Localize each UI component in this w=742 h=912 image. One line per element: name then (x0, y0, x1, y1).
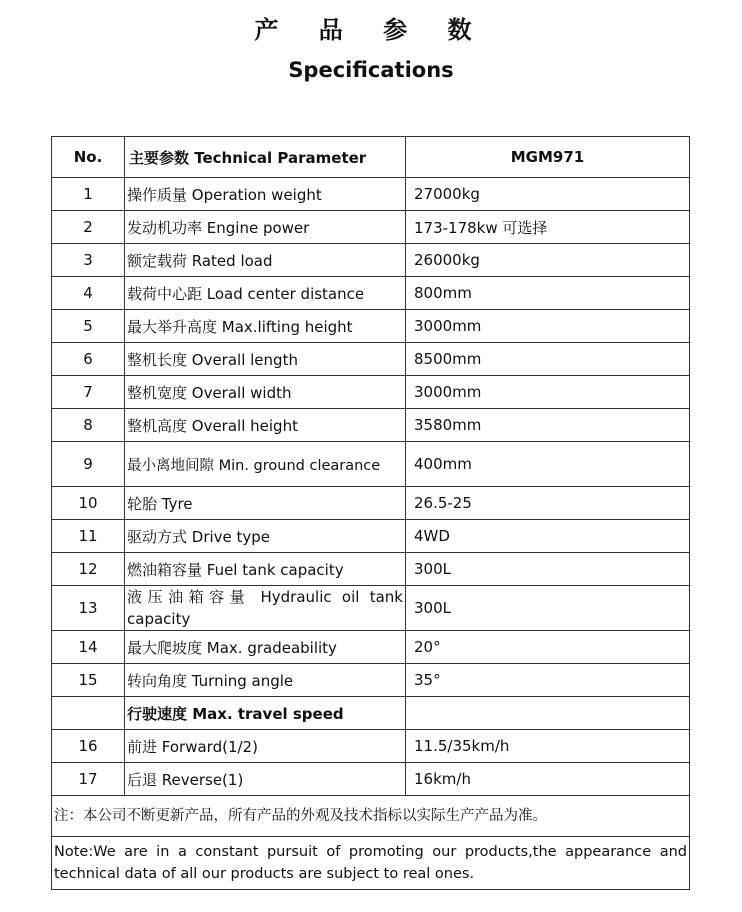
row-parameter: 轮胎 Tyre (125, 487, 406, 520)
row-parameter: 液压油箱容量 Hydraulic oil tank capacity (125, 586, 406, 631)
table-row (52, 631, 690, 664)
row-number: 1 (52, 178, 125, 211)
note-row-english (52, 837, 690, 890)
row-value: 3000mm (406, 310, 690, 343)
row-parameter: 整机长度 Overall length (125, 343, 406, 376)
table-row (52, 211, 690, 244)
section-title: 行驶速度 Max. travel speed (125, 697, 406, 730)
row-parameter: 额定载荷 Rated load (125, 244, 406, 277)
row-parameter: 载荷中心距 Load center distance (125, 277, 406, 310)
row-value: 26000kg (406, 244, 690, 277)
table-row (52, 763, 690, 796)
row-number: 11 (52, 520, 125, 553)
row-value: 20° (406, 631, 690, 664)
table-row (52, 178, 690, 211)
row-parameter: 最大举升高度 Max.lifting height (125, 310, 406, 343)
row-number: 16 (52, 730, 125, 763)
specifications-table (51, 136, 690, 890)
row-value: 800mm (406, 277, 690, 310)
row-number: 8 (52, 409, 125, 442)
row-value: 300L (406, 553, 690, 586)
row-number: 14 (52, 631, 125, 664)
row-parameter: 操作质量 Operation weight (125, 178, 406, 211)
table-row (52, 553, 690, 586)
table-row (52, 244, 690, 277)
table-header-row (52, 137, 690, 178)
row-parameter: 转向角度 Turning angle (125, 664, 406, 697)
row-number: 13 (52, 586, 125, 631)
row-parameter: 驱动方式 Drive type (125, 520, 406, 553)
page-title-chinese: 产 品 参 数 (254, 16, 488, 44)
row-value: 16km/h (406, 763, 690, 796)
row-value: 26.5-25 (406, 487, 690, 520)
row-parameter: 后退 Reverse(1) (125, 763, 406, 796)
row-value: 8500mm (406, 343, 690, 376)
row-number: 9 (52, 442, 125, 487)
row-number: 4 (52, 277, 125, 310)
row-value: 11.5/35km/h (406, 730, 690, 763)
table-row (52, 487, 690, 520)
row-number: 5 (52, 310, 125, 343)
row-number: 7 (52, 376, 125, 409)
note-row-chinese (52, 796, 690, 837)
row-value (406, 697, 690, 730)
row-value: 300L (406, 586, 690, 631)
row-number: 3 (52, 244, 125, 277)
page-title-english: Specifications (288, 58, 454, 82)
table-row (52, 664, 690, 697)
header-parameter: 主要参数 Technical Parameter (125, 137, 406, 178)
row-parameter: 燃油箱容量 Fuel tank capacity (125, 553, 406, 586)
table-row (52, 520, 690, 553)
row-value: 3000mm (406, 376, 690, 409)
table-row (52, 343, 690, 376)
note-chinese: 注：本公司不断更新产品，所有产品的外观及技术指标以实际生产产品为准。 (52, 796, 690, 837)
row-number: 2 (52, 211, 125, 244)
table-row (52, 277, 690, 310)
row-value: 27000kg (406, 178, 690, 211)
row-parameter: 最小离地间隙 Min. ground clearance (125, 442, 406, 487)
section-row-travel-speed (52, 697, 690, 730)
note-english: Note:We are in a constant pursuit of promoting our products,the appearance and technical data of all our products are subject to real ones. (52, 837, 690, 890)
row-value: 4WD (406, 520, 690, 553)
row-number: 10 (52, 487, 125, 520)
row-number: 15 (52, 664, 125, 697)
row-value: 3580mm (406, 409, 690, 442)
row-value: 400mm (406, 442, 690, 487)
row-number: 17 (52, 763, 125, 796)
table-row (52, 376, 690, 409)
row-number: 6 (52, 343, 125, 376)
row-number (52, 697, 125, 730)
table-row (52, 730, 690, 763)
row-value: 35° (406, 664, 690, 697)
row-parameter: 最大爬坡度 Max. gradeability (125, 631, 406, 664)
table-row (52, 409, 690, 442)
table-row (52, 586, 690, 631)
row-parameter: 整机高度 Overall height (125, 409, 406, 442)
header-model: MGM971 (406, 137, 690, 178)
row-parameter: 前进 Forward(1/2) (125, 730, 406, 763)
row-number: 12 (52, 553, 125, 586)
table-row (52, 442, 690, 487)
table-row (52, 310, 690, 343)
header-no: No. (52, 137, 125, 178)
row-value: 173-178kw 可选择 (406, 211, 690, 244)
row-parameter: 发动机功率 Engine power (125, 211, 406, 244)
row-parameter: 整机宽度 Overall width (125, 376, 406, 409)
